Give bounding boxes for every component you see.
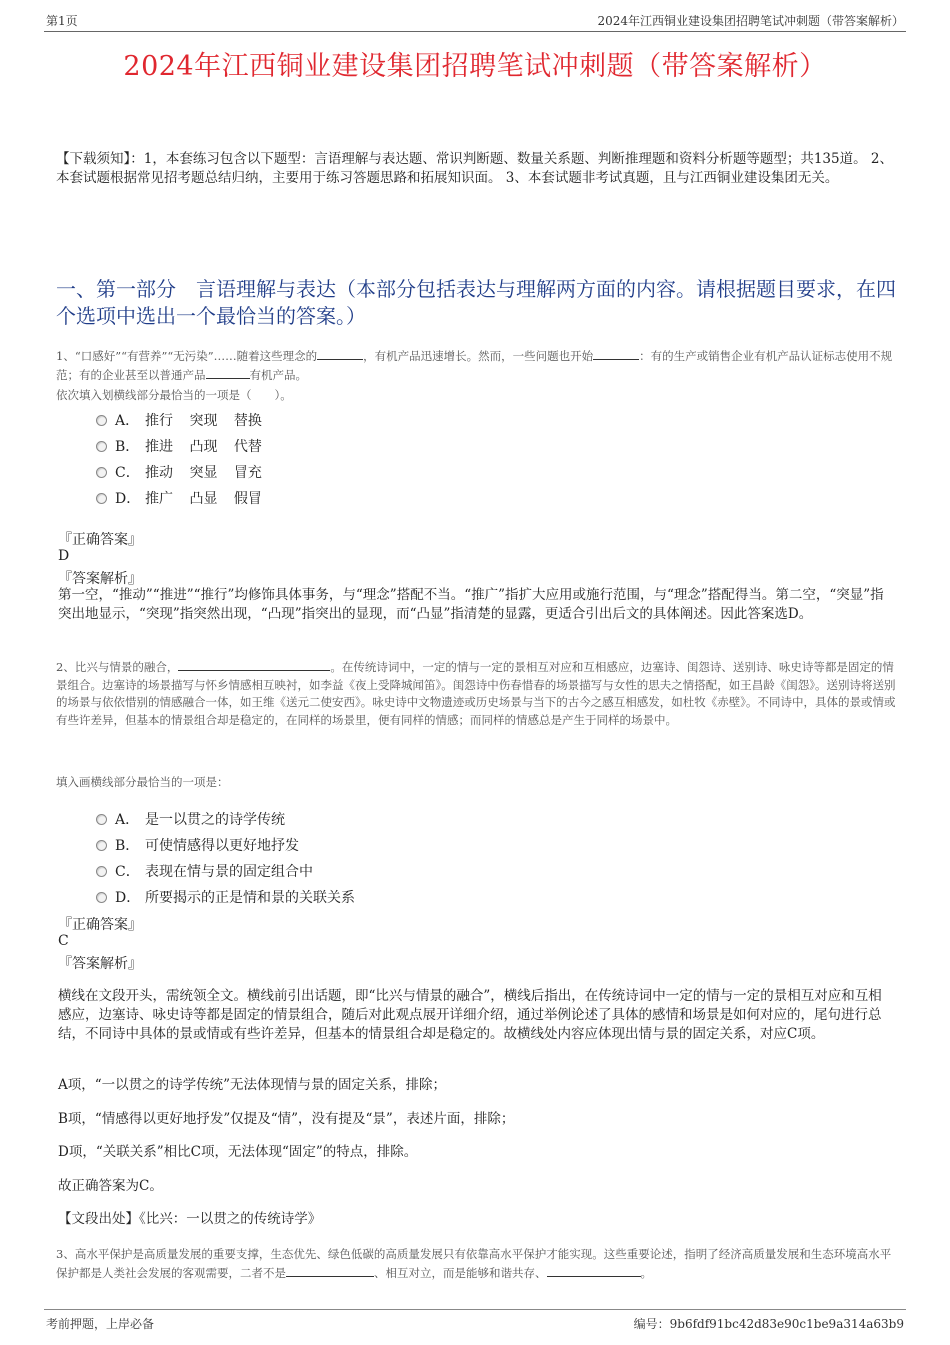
q1-answer: D <box>58 548 70 564</box>
q2-source: 【文段出处】《比兴：一以贯之的传统诗学》 <box>58 1211 322 1227</box>
footer-divider <box>44 1309 906 1310</box>
question-2-stem <box>56 658 898 729</box>
q3-text-1: 3、高水平保护是高质量发展的重要支撑，生态优先、绿色低碳的高质量发展只有依靠高水平保护才能实现。这些重要论述，指明了经济高质量发展和生态环境高水平保护都是人类社会发展的客观需要，二者不是 <box>56 1247 892 1280</box>
q1-text-3: ：有的生产或销售企业有机产品认证标志使用不规范；有的企业甚至以普通产品 <box>56 349 893 382</box>
q1-text-2: ，有机产品迅速增长。然而，一些问题也开始 <box>363 349 594 363</box>
q2-conclusion: 故正确答案为C。 <box>58 1178 163 1194</box>
radio-icon[interactable] <box>96 814 107 825</box>
q2-answer: C <box>58 933 69 949</box>
download-notice: 【下载须知】：1，本套练习包含以下题型：言语理解与表达题、常识判断题、数量关系题、判断推理题和资料分析题等题型；共135道。 2、本套试题根据常见招考题总结归纳，主要用于练习答题思路和拓展知识面。 3、本套试题非考试真题，且与江西铜业建设集团无关。 <box>56 151 893 186</box>
q1-blank-2 <box>593 347 639 360</box>
radio-icon[interactable] <box>96 415 107 426</box>
header-page-number: 第1页 <box>46 14 78 28</box>
q2-text-2: 。在传统诗词中，一定的情与一定的景相互对应和互相感应，边塞诗、闺怨诗、送别诗、咏史诗等都是固定的情景组合。边塞诗的场景描写与怀乡情感相互映衬，如李益《夜上受降城闻笛》。闺怨诗中伤春惜春的场景描写与女性的思夫之情搭配，如王昌龄《闺怨》。送别诗将送别的场景与依依惜别的情感融合一体，如王维《送元二使安西》。咏史诗中文物遗迹或历史场景与当下的古今之感互相感发，如杜牧《赤壁》。不同诗中，具体的景或情或有些许差异，但基本的情景组合却是稳定的，在同样的场景里，便有同样的情感；而同样的情感总是产生于同样的场景中。 <box>56 660 896 727</box>
q1-option-b[interactable]: B． 推进 凸现 代替 <box>96 436 262 456</box>
q2-option-b[interactable]: B． 可使情感得以更好地抒发 <box>96 835 299 855</box>
q1-option-c[interactable]: C． 推动 突显 冒充 <box>96 462 262 482</box>
question-1-stem <box>56 347 898 384</box>
radio-icon[interactable] <box>96 892 107 903</box>
q2-option-a[interactable]: A． 是一以贯之的诗学传统 <box>96 809 285 829</box>
q1-blank-3 <box>206 366 250 379</box>
q2-analysis-d: D项，“关联关系”相比C项，无法体现“固定”的特点，排除。 <box>58 1144 418 1160</box>
q2-analysis: 横线在文段开头，需统领全文。横线前引出话题，即“比兴与情景的融合”，横线后指出，在传统诗词中一定的情与一定的景相互对应和互相感应，边塞诗、咏史诗等都是固定的情景组合，随后对此观点展开详细介绍，通过举例论述了具体的感情和场景是如何对应的，尾句进行总结，不同诗中具体的景或情或有些许差异，但基本的情景组合却是稳定的。故横线处内容应体现出情与景的固定关系，对应C项。 <box>58 988 882 1042</box>
q1-analysis-label: 『答案解析』 <box>58 571 142 587</box>
q3-blank-1 <box>286 1264 374 1277</box>
q2-option-c[interactable]: C． 表现在情与景的固定组合中 <box>96 861 313 881</box>
q1-blank-1 <box>317 347 363 360</box>
header-doc-title: 2024年江西铜业建设集团招聘笔试冲刺题（带答案解析） <box>597 14 904 28</box>
q2-analysis-label: 『答案解析』 <box>58 956 142 972</box>
footer-slogan: 考前押题，上岸必备 <box>46 1317 155 1331</box>
q1-answer-label: 『正确答案』 <box>58 532 142 548</box>
q2-answer-label: 『正确答案』 <box>58 917 142 933</box>
q1-option-a[interactable]: A． 推行 突现 替换 <box>96 410 262 430</box>
section-heading: 一、第一部分 言语理解与表达（本部分包括表达与理解两方面的内容。请根据题目要求，在四个选项中选出一个最恰当的答案。） <box>56 277 896 328</box>
question-2-prompt: 填入画横线部分最恰当的一项是： <box>56 775 229 789</box>
q2-analysis-b: B项，“情感得以更好地抒发”仅提及“情”，没有提及“景”，表述片面，排除； <box>58 1111 515 1127</box>
page-title: 2024年江西铜业建设集团招聘笔试冲刺题（带答案解析） <box>123 51 827 82</box>
q1-analysis: 第一空，“推动”“推进”“推行”均修饰具体事务，与“理念”搭配不当。“推广”指扩大应用或施行范围，与“理念”搭配得当。第二空，“突显”指突出地显示，“突现”指突然出现，“凸现”指突出的显现，而“凸显”指清楚的显露，更适合引出后文的具体阐述。因此答案选D。 <box>58 587 884 622</box>
q1-text-1: 1、“口感好”“有营养”“无污染”……随着这些理念的 <box>56 349 318 363</box>
q2-blank <box>178 658 330 671</box>
q3-blank-2 <box>547 1264 641 1277</box>
q3-text-2: 、相互对立，而是能够和谐共存、 <box>374 1265 547 1280</box>
q2-text-1: 2、比兴与情景的融合， <box>56 660 179 674</box>
question-1-prompt: 依次填入划横线部分最恰当的一项是（ ）。 <box>56 388 292 402</box>
q1-option-d[interactable]: D． 推广 凸显 假冒 <box>96 488 262 508</box>
radio-icon[interactable] <box>96 493 107 504</box>
radio-icon[interactable] <box>96 467 107 478</box>
question-3-stem <box>56 1246 898 1282</box>
footer-serial-number: 编号：9b6fdf91bc42d83e90c1be9a314a63b9 <box>633 1317 904 1331</box>
header-divider <box>44 31 906 32</box>
radio-icon[interactable] <box>96 441 107 452</box>
q2-analysis-a: A项，“一以贯之的诗学传统”无法体现情与景的固定关系，排除； <box>58 1077 447 1093</box>
radio-icon[interactable] <box>96 866 107 877</box>
q1-text-4: 有机产品。 <box>249 367 307 382</box>
q3-text-3: 。 <box>640 1265 652 1280</box>
radio-icon[interactable] <box>96 840 107 851</box>
q2-option-d[interactable]: D． 所要揭示的正是情和景的关联关系 <box>96 887 355 907</box>
